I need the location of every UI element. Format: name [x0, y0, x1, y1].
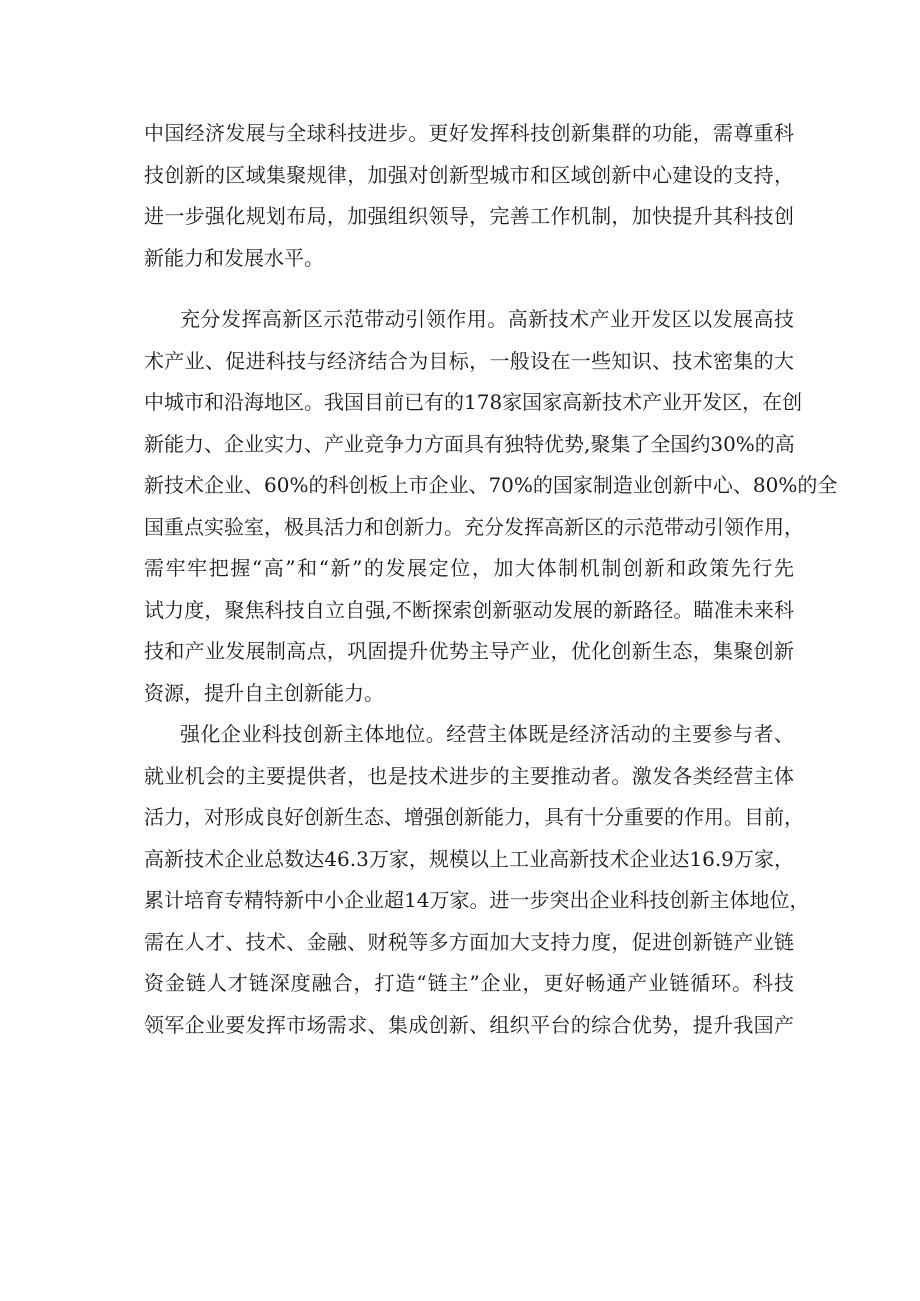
paragraph-3: [144, 714, 810, 1046]
text-line: 技创新的区域集聚规律，加强对创新型城市和区域创新中心建设的支持，: [144, 162, 794, 187]
text-line: 中国经济发展与全球科技进步。更好发挥科技创新集群的功能，需尊重科: [144, 121, 794, 145]
text-line: 累计培育专精特新中小企业超14万家。进一步突出企业科技创新主体地位，: [144, 888, 810, 912]
text-line: 活力，对形成良好创新生态、增强创新能力，具有十分重要的作用。目前，: [144, 805, 804, 829]
text-line: 国重点实验室，极具活力和创新力。充分发挥高新区的示范带动引领作用，: [144, 514, 804, 539]
text-line: 强化企业科技创新主体地位。经营主体既是经济活动的主要参与者、: [180, 722, 794, 746]
paragraph-1: [144, 113, 794, 279]
text-line: 就业机会的主要提供者，也是技术进步的主要推动者。激发各类经营主体: [144, 763, 794, 788]
text-line: 技和产业发展制高点，巩固提升优势主导产业，优化创新生态，集聚创新: [144, 639, 794, 663]
text-line: 新能力、企业实力、产业竞争力方面具有独特优势,聚集了全国约30%的高: [144, 431, 795, 456]
text-line: 充分发挥高新区示范带动引领作用。高新技术产业开发区以发展高技: [180, 307, 794, 331]
text-line: 术产业、促进科技与经济结合为目标，一般设在一些知识、技术密集的大: [144, 348, 794, 373]
text-line: 试力度，聚焦科技自立自强,不断探索创新驱动发展的新路径。瞄准未来科: [144, 597, 794, 622]
text-line: 高新技术企业总数达46.3万家，规模以上工业高新技术企业达16.9万家，: [144, 846, 794, 871]
text-line: 需在人才、技术、金融、财税等多方面加大支持力度，促进创新链产业链: [144, 929, 794, 954]
text-line: 新能力和发展水平。: [144, 245, 324, 270]
text-line: 中城市和沿海地区。我国目前已有的178家国家高新技术产业开发区，在创: [144, 390, 803, 414]
text-line: 需牢牢把握“高”和“新”的发展定位，加大体制机制创新和政策先行先: [144, 556, 794, 580]
text-line: 资金链人才链深度融合，打造“链主”企业，更好畅通产业链循环。科技: [144, 971, 794, 995]
paragraph-gap: [144, 279, 794, 299]
text-line: 资源，提升自主创新能力。: [144, 680, 384, 705]
text-line: 进一步强化规划布局，加强组织领导，完善工作机制，加快提升其科技创: [144, 204, 794, 228]
document-body: [144, 113, 838, 1046]
text-line: 领军企业要发挥市场需求、集成创新、组织平台的综合优势，提升我国产: [144, 1012, 794, 1037]
text-line: 新技术企业、60%的科创板上市企业、70%的国家制造业创新中心、80%的全: [144, 473, 838, 497]
paragraph-2: [144, 299, 838, 714]
